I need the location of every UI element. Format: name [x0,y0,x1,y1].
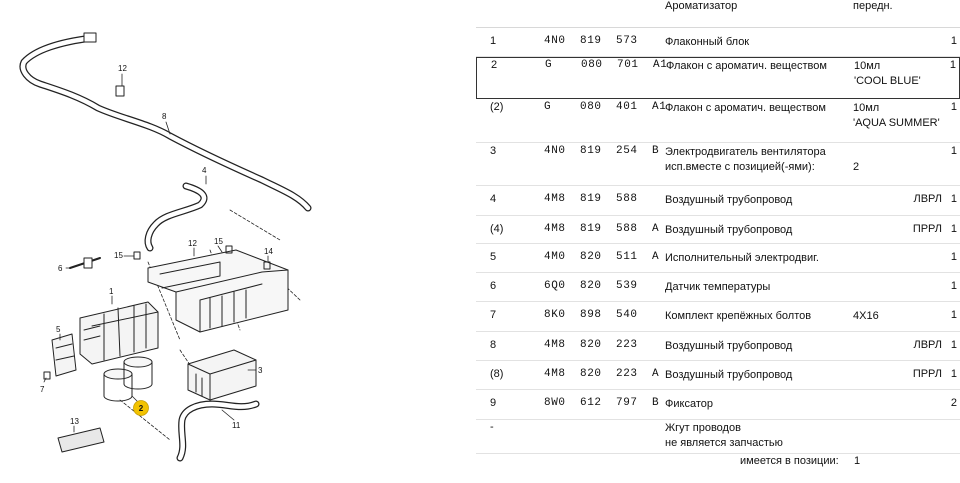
quantity: 1 [950,101,957,113]
callout-6: 6 [58,264,63,273]
part-note: 2 [853,161,860,173]
note-column-header: передн. [853,0,893,12]
part-description: Воздушный трубопровод [665,194,793,206]
present-in-position-value: 1 [854,455,861,467]
part-description: Флаконный блок [665,36,750,48]
callout-3: 3 [258,366,263,375]
position-number: 6 [490,280,497,292]
quantity: 1 [950,368,957,380]
actuator-motor-5 [52,334,76,376]
table-row-selected[interactable] [476,57,960,99]
position-number: 8 [490,339,497,351]
side-code: ЛВРЛ [913,339,942,351]
part-description: Датчик температуры [665,281,771,293]
position-number: (2) [490,101,504,113]
side-code: ПРРЛ [912,223,942,235]
part-number: 6Q0 820 539 [544,280,638,292]
callout-12: 12 [188,239,197,248]
table-row[interactable] [476,28,960,57]
table-row[interactable] [476,100,960,143]
callout-13: 13 [70,417,79,426]
quantity: 1 [950,280,957,292]
position-number: (8) [490,368,504,380]
side-code: ПРРЛ [912,368,942,380]
callout-14: 14 [264,247,273,256]
part-number: 4M0 820 511 A [544,251,660,263]
table-row[interactable] [476,390,960,420]
part-number: 4N0 819 254 B [544,145,660,157]
part-description: Комплект крепёжных болтов [665,310,812,322]
side-code: ЛВРЛ [913,193,942,205]
table-row[interactable] [476,332,960,361]
position-number: (4) [490,223,504,235]
part-description: Флакон с ароматич. веществом [666,60,827,72]
parts-diagram [0,0,470,478]
quantity: 1 [950,193,957,205]
table-row[interactable] [476,361,960,390]
callout-7: 7 [40,385,45,394]
quantity: 1 [950,339,957,351]
fragrance-unit-1 [80,302,158,364]
callout-15b: 15 [114,251,123,260]
position-number: 3 [490,145,497,157]
position-number: 7 [490,309,497,321]
callout-15a: 15 [214,237,223,246]
part-number: 4N0 819 573 [544,35,638,47]
fan-motor-3 [188,350,256,400]
position-number: - [490,421,494,433]
part-number: G 080 701 A1 [545,59,668,71]
part-description: Электродвигатель вентилятора исп.вместе с позицией(-ями): [665,146,826,173]
table-row[interactable] [476,216,960,244]
part-number: 4M8 820 223 [544,339,638,351]
position-number: 9 [490,397,497,409]
quantity: 1 [950,309,957,321]
row-divider [476,142,960,143]
part-description: Флакон с ароматич. веществом [665,102,826,114]
table-row[interactable] [476,420,960,454]
part-description: Фиксатор [665,398,713,410]
air-duct-11 [180,404,256,458]
group-title: Ароматизатор [665,0,738,12]
callout-5: 5 [56,325,61,334]
part-note: 10мл 'COOL BLUE' [854,60,921,87]
part-description: Воздушный трубопровод [665,340,793,352]
quantity: 1 [949,59,956,71]
callout-1: 1 [109,287,114,296]
position-number: 2 [491,59,498,71]
quantity: 1 [950,145,957,157]
part-description: Исполнительный электродвиг. [665,252,819,264]
part-number: 4M8 820 223 A [544,368,660,380]
position-number: 4 [490,193,497,205]
part-number: 4M8 819 588 A [544,223,660,235]
part-number: 8K0 898 540 [544,309,638,321]
quantity: 2 [950,397,957,409]
table-row[interactable] [476,186,960,216]
part-note: 4X16 [853,310,879,322]
part-number: 8W0 612 797 B [544,397,660,409]
parts-table [476,0,960,478]
fragrance-bottles-2 [104,357,152,401]
position-number: 5 [490,251,497,263]
callout-4: 4 [202,166,207,175]
part-number: G 080 401 A1 [544,101,667,113]
part-description: Воздушный трубопровод [665,369,793,381]
callout-9: 12 [118,64,127,73]
quantity: 1 [950,251,957,263]
quantity: 1 [950,35,957,47]
part-description: Жгут проводов не является запчастью [665,422,783,449]
table-row[interactable] [476,144,960,186]
table-row[interactable] [476,244,960,273]
table-row[interactable] [476,273,960,302]
callout-11: 11 [232,421,241,430]
callout-2-highlight[interactable] [134,401,149,416]
svg-text:2: 2 [138,404,144,413]
present-in-position-label: имеется в позиции: [740,455,839,467]
mounting-plate-13 [58,428,104,452]
callout-8: 8 [162,112,167,121]
part-note: 10мл 'AQUA SUMMER' [853,102,940,129]
row-divider [476,453,960,454]
position-number: 1 [490,35,497,47]
part-description: Воздушный трубопровод [665,224,793,236]
quantity: 1 [950,223,957,235]
part-number: 4M8 819 588 [544,193,638,205]
table-row[interactable] [476,302,960,332]
